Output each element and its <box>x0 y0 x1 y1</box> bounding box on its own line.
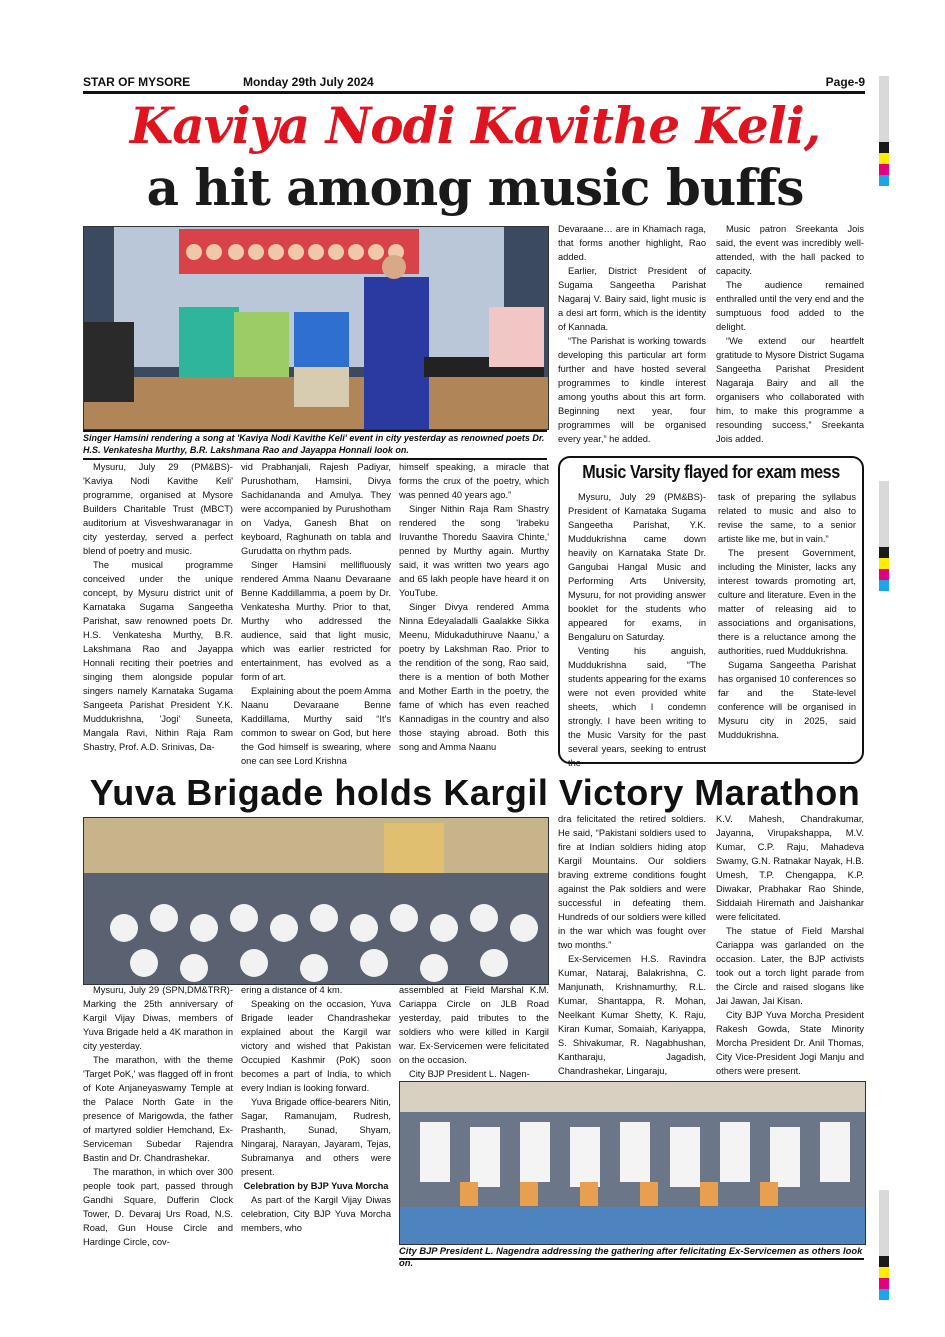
registration-bar-bottom <box>879 1256 889 1300</box>
paragraph: The musical programme conceived under the unique concept, by Mysuru district unit of Karnataka Sugama Sangeetha Parishat, saw renowned poets Dr. H.S. Venkatesha Murthy, B.R. Lakshmana Rao and Jayappa Honnali reciting their poetries and singing them alongside popular singers namely Karnataka Sugama Sangeeta Parishat President Y.K. Muddukrishna, 'Jogi' Suneeta, Mangala Ravi, Nithin Raja Ram Shastry, Prof. A.D. Srinivas, Da- <box>83 560 233 752</box>
story2-column-4 <box>558 812 706 1078</box>
newspaper-name: STAR OF MYSORE <box>83 75 191 89</box>
paragraph: vid Prabhanjali, Rajesh Padiyar, Purushotham, Hamsini, Divya Sachidananda and Amulya. They were accompanied by Purushotham on Vadya, Ganesh Bhat on keyboard, Raghunath on tabla and Gurudatta on rhythm pads. <box>241 462 391 556</box>
paragraph: Mysuru, July 29 (PM&BS)- President of Karnataka Sugama Sangeetha Parishat, Y.K. Muddukrishna came down heavily on Karnataka State Dr. Gangubai Hangal Music and Performing Arts University, Mysuru, for not providing answer booklet for the students who appeared for exams, in Bengaluru on Saturday. <box>568 492 706 642</box>
story1-column-3 <box>399 460 549 754</box>
story1-photo <box>83 226 549 430</box>
story2-column-2 <box>241 983 391 1235</box>
paragraph: The marathon, with the theme 'Target PoK,' was flagged off in front of Kote Anjaneyaswamy Temple at the Palace North Gate in the presence of Marigowda, the father of martyred soldier Hemchand, Ex-Serviceman Subedar Rajendra Bastin and Dr. Chandrashekar. <box>83 1055 233 1163</box>
subheading: Celebration by BJP Yuva Morcha <box>243 1181 389 1191</box>
registration-bar-middle <box>879 481 889 591</box>
paragraph: ering a distance of 4 km. <box>241 985 343 995</box>
paragraph: As part of the Kargil Vijay Diwas celebration, City BJP Yuva Morcha members, who <box>241 1195 391 1233</box>
box-headline: Music Varsity flayed for exam mess <box>582 462 840 482</box>
paragraph: Singer Hamsini mellifluously rendered Amma Naanu Devaraane Benne Kaddillamma, a poem by Dr. Venkatesha Murthy. Prior to that, Murthy who addressed the audience, said that light music, which was earlier restricted for entertainment, has evolved as a form of art. <box>241 560 391 682</box>
story2-photo-caption: City BJP President L. Nagendra addressing the gathering after felicitating Ex-Servicemen as others look on. <box>399 1245 863 1268</box>
registration-bar-top <box>879 76 889 186</box>
concert-photo-illustration <box>84 227 548 429</box>
registration-bar-lower-grey <box>879 1190 889 1256</box>
music-varsity-box <box>558 456 864 768</box>
paragraph: Mysuru, July 29 (SPN,DM&TRR)- Marking the 25th anniversary of Kargil Vijay Diwas, members of Yuva Brigade held a 4K marathon in city yesterday. <box>83 985 233 1051</box>
story2-column-5 <box>716 812 864 1078</box>
paragraph: task of preparing the syllabus related to music and also to revise the same, to a senior artiste like me, but in vain.” <box>718 492 856 544</box>
paragraph: assembled at Field Marshal K.M. Cariappa Circle on JLB Road yesterday, paid tributes to the soldiers who were killed in Kargil war. Ex-Servicemen were felicitated on the occasion. <box>399 985 549 1065</box>
caption2-rule <box>399 1258 864 1260</box>
story2-column-1 <box>83 983 233 1249</box>
paragraph: Singer Divya rendered Amma Ninna Edeyaladalli Gaalakke Sikka Meenu, Midukaduthiruve Naanu,' a poetry by Lakshman Rao. Prior to the rendition of the song, Rao said, there is a mention of both Mother and Mother Earth in the poetry, the fame of which has even reached Kannadigas in the country and also those staying abroad. Both this song and Amma Naanu <box>399 602 549 752</box>
story1-headline-red: Kaviya Nodi Kavithe Keli, <box>129 96 821 155</box>
story1-column-1 <box>83 460 233 754</box>
story1-column-4 <box>558 222 706 446</box>
paragraph: himself speaking, a miracle that forms the crux of the poetry, which was penned 40 years ago.” <box>399 462 549 500</box>
paragraph: Venting his anguish, Muddukrishna said, “The students appearing for the exams were not even provided white sheets, which I condemn strongly. I have been writing to the Music Varsity for the past several years, seeking to entrust the <box>568 646 706 768</box>
felicitation-photo-illustration <box>400 1082 865 1244</box>
story1-headline-black: a hit among music buffs <box>146 158 804 217</box>
issue-date: Monday 29th July 2024 <box>243 75 374 89</box>
paragraph: The audience remained enthralled until the very end and the sumptuous food added to the delight. <box>716 280 864 332</box>
paragraph: Mysuru, July 29 (PM&BS)- 'Kaviya Nodi Kavithe Keli' programme, organised at Mysore Builders Charitable Trust (MBCT) auditorium at Visveshwaranagar in city yesterday, served a perfect blend of poetry and music. <box>83 462 233 556</box>
story1-column-2 <box>241 460 391 768</box>
paragraph: Earlier, District President of Sugama Sangeetha Parishat Nagaraj V. Bairy said, light music is a desi art form, which is the identity of Kannada. <box>558 266 706 332</box>
marathon-group-photo-illustration <box>84 818 548 984</box>
story1-photo-caption: Singer Hamsini rendering a song at 'Kaviya Nodi Kavithe Keli' event in city yesterday as renowned poets Dr. H.S. Venkatesha Murthy, B.R. Lakshmana Rao and Jayappa Honnali look on. <box>83 433 545 455</box>
paragraph: The marathon, in which over 300 people took part, passed through Gandhi Square, Dufferin Clock Tower, D. Devaraj Urs Road, N.S. Road, Gun House Circle and Hardinge Circle, cov- <box>83 1167 233 1247</box>
story2-photo-marathon <box>83 817 549 985</box>
paragraph: Yuva Brigade office-bearers Nitin, Sagar, Ramanujam, Rudresh, Prashanth, Sunad, Shyam, Ningaraj, Narayan, Jayaram, Tejas, Subramanya and others were present. <box>241 1097 391 1177</box>
paragraph: dra felicitated the retired soldiers. He said, “Pakistani soldiers used to fire at Indian soldiers hiding atop Kargil Mountains. Our soldiers braving extreme conditions fought against the Pak soldiers and were successful in defeating them. Hundreds of our soldiers were killed in the war which was fought over two months.” <box>558 814 706 950</box>
paragraph: Music patron Sreekanta Jois said, the event was incredibly well-attended, with the hall packed to capacity. <box>716 224 864 276</box>
paragraph: The statue of Field Marshal Cariappa was garlanded on the occasion. Later, the BJP activists took out a torch light parade from the Circle and raised slogans like Jai Jawan, Jai Kisan. <box>716 926 864 1006</box>
masthead <box>83 73 865 94</box>
story1-column-5 <box>716 222 864 446</box>
paragraph: Ex-Servicemen H.S. Ravindra Kumar, Nataraj, Balakrishna, C. Manjunath, Krishnamurthy, R.L. Kumar, Shantappa, R. Mohan, Neelkant Kumar Shetty, K. Raju, Kiran Kumar, Somaiah, Kariyappa, S. Shivakumar, R. Nagabhushan, Kantharaju, Jagadish, Chandrashekar, Lingaraju, <box>558 954 706 1076</box>
paragraph: City BJP President L. Nagen- <box>409 1069 530 1079</box>
page-number: Page-9 <box>825 75 865 89</box>
box-column-1 <box>568 490 706 770</box>
paragraph: K.V. Mahesh, Chandrakumar, Jayanna, Virupakshappa, M.V. Kumar, C.P. Raju, Mahadeva Swamy, G.N. Ratnakar Nayak, H.B. Umesh, T.P. Chengappa, K.P. Diwakar, Prabhakar Rao Shinde, Siddaiah Hiremath and Jaishankar were felicitated. <box>716 814 864 922</box>
paragraph: City BJP Yuva Morcha President Rakesh Gowda, State Minority Morcha President Dr. Anil Thomas, City Vice-President Jogi Manju and others were present. <box>716 1010 864 1076</box>
paragraph: Devaraane… are in Khamach raga, that forms another highlight, Rao added. <box>558 224 706 262</box>
paragraph: “The Parishat is working towards developing this particular art form further and have hosted several programmes to kindle interest among youths about this art form. Beginning next year, four programmes will be organised every year,” he added. <box>558 336 706 444</box>
paragraph: Sugama Sangeetha Parishat has organised 10 conferences so far and the State-level conference will be organised in Mysuru city in 2025, said Muddukrishna. <box>718 660 856 740</box>
story2-headline: Yuva Brigade holds Kargil Victory Marathon <box>89 772 861 813</box>
story2-column-3 <box>399 983 549 1081</box>
paragraph: Singer Nithin Raja Ram Shastry rendered the song 'Irabeku Iruvanthe Thoredu Saavira Chinte,' penned by Murthy again. Murthy said, it was written two years ago and 65 lakh people have heard it on YouTube. <box>399 504 549 598</box>
paragraph: The present Government, including the Minister, lacks any interest towards promoting art, culture and literature. Even in the matter of releasing aid to associations and organisations, there is a reluctance among the authorities, rued Muddukrishna. <box>718 548 856 656</box>
paragraph: Speaking on the occasion, Yuva Brigade leader Chandrashekar explained about the Kargil war victory and wished that Pakistan Occupied Kashmir (PoK) soon becomes a part of India, to which every Indian is looking forward. <box>241 999 391 1093</box>
box-column-2 <box>718 490 856 742</box>
paragraph: “We extend our heartfelt gratitude to Mysore District Sugama Sangeetha Parishat President Nagaraja Bairy and all the organisers who collaborated with him, to make this programme a resounding success,” Sreekanta Jois added. <box>716 336 864 444</box>
story2-photo-felicitation <box>399 1081 866 1245</box>
paragraph: Explaining about the poem Amma Naanu Devaraane Benne Kaddillama, Murthy said “It's common to swear on God, but here the God himself is swearing, where one can see Lord Krishna <box>241 686 391 766</box>
